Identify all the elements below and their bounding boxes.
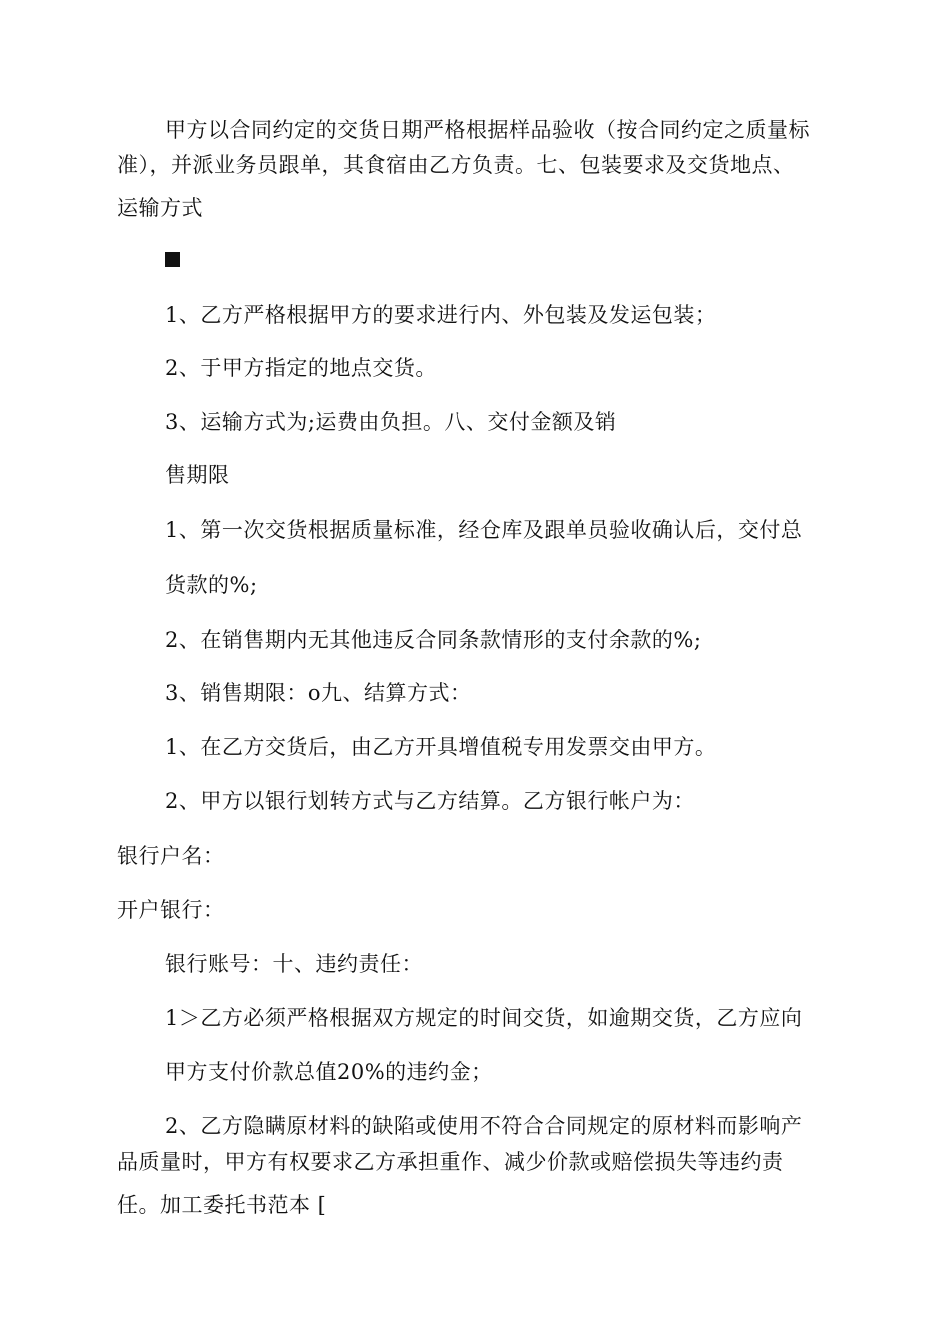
paragraph-line: 2、乙方隐瞒原材料的缺陷或使用不符合合同规定的原材料而影响产 (165, 1114, 803, 1138)
paragraph-line: 运输方式 (117, 196, 203, 220)
list-item: 2、于甲方指定的地点交货。 (165, 356, 437, 380)
square-bullet-icon (165, 252, 180, 267)
list-item: 1、乙方严格根据甲方的要求进行内、外包装及发运包装； (165, 303, 717, 327)
list-item: 1、在乙方交货后，由乙方开具增值税专用发票交由甲方。 (165, 735, 717, 759)
list-item: 甲方支付价款总值20%的违约金； (165, 1060, 493, 1084)
list-item: 货款的%; (165, 573, 258, 597)
list-item: 2、甲方以银行划转方式与乙方结算。乙方银行帐户为： (165, 789, 695, 813)
list-item: 1＞乙方必须严格根据双方规定的时间交货，如逾期交货，乙方应向 (165, 1006, 803, 1030)
paragraph-line: 准），并派业务员跟单，其食宿由乙方负责。七、包装要求及交货地点、 (117, 153, 795, 177)
paragraph-line: 任。加工委托书范本 [ (117, 1193, 327, 1217)
list-item: 2、在销售期内无其他违反合同条款情形的支付余款的%; (165, 628, 702, 652)
paragraph-line: 甲方以合同约定的交货日期严格根据样品验收（按合同约定之质量标 (165, 118, 810, 142)
list-item: 售期限 (165, 463, 230, 487)
bank-account-label: 银行账号：十、违约责任： (165, 952, 423, 976)
bank-branch-label: 开户银行： (117, 898, 225, 922)
list-item: 1、第一次交货根据质量标准，经仓库及跟单员验收确认后，交付总 (165, 518, 803, 542)
list-item: 3、销售期限：o九、结算方式： (165, 681, 472, 705)
paragraph-line: 品质量时，甲方有权要求乙方承担重作、减少价款或赔偿损失等违约责 (117, 1150, 784, 1174)
bank-name-label: 银行户名： (117, 844, 225, 868)
list-item: 3、运输方式为;运费由负担。八、交付金额及销 (165, 410, 617, 434)
